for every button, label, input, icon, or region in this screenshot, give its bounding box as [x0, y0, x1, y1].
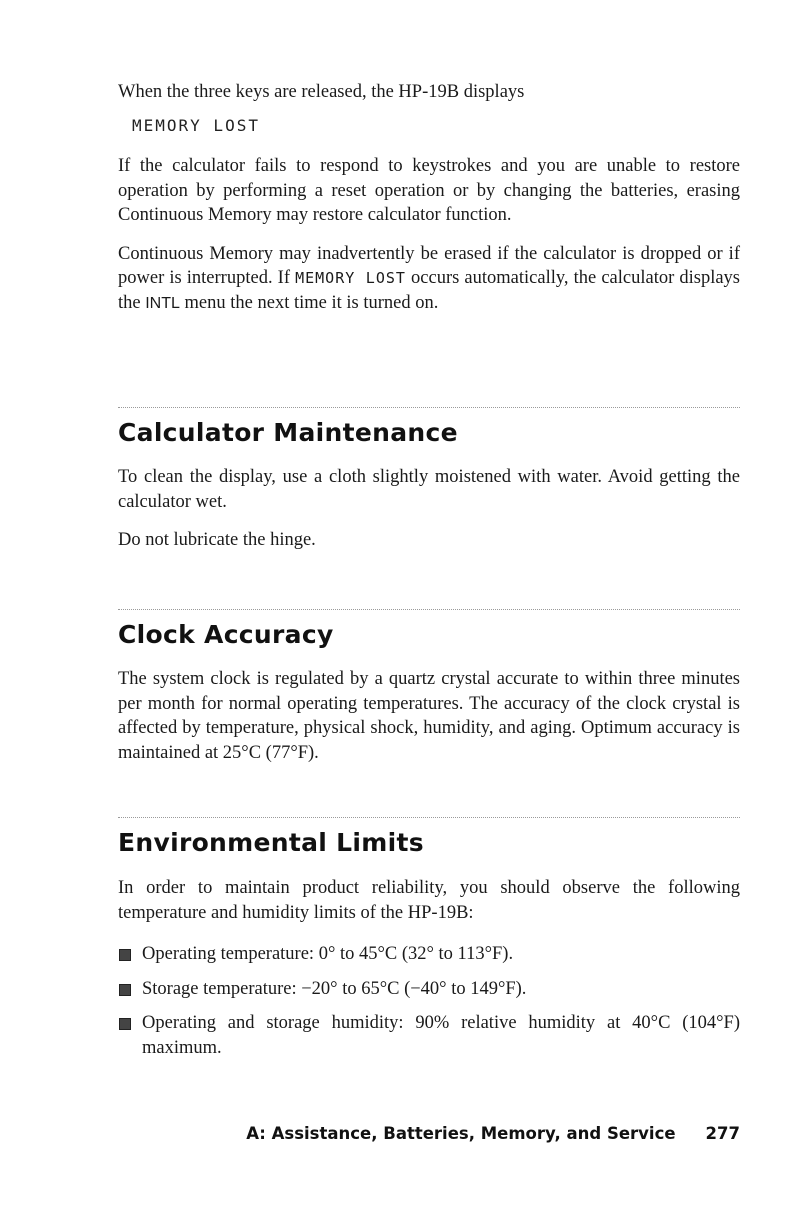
section-divider	[118, 609, 740, 610]
intro-line: When the three keys are released, the HP-19B displays	[118, 82, 525, 102]
clock-paragraph: The system clock is regulated by a quartz crystal accurate to within three minutes per month for normal operating temperatures. The accuracy of the clock crystal is affected by temperature, physical shock, humidity, and aging. Optimum accuracy is maintained at 25°C (77°F).	[118, 669, 740, 763]
para-text: menu the next time it is turned on.	[179, 292, 439, 313]
square-bullet-icon	[119, 949, 131, 961]
section-divider	[118, 817, 740, 818]
para-text: occurs automatically, the calculator displays the	[118, 268, 740, 313]
list-item-text: Operating temperature: 0° to 45°C (32° to 113°F).	[142, 944, 514, 964]
environment-heading: Environmental Limits	[118, 828, 424, 857]
limits-list	[118, 942, 740, 1060]
list-item	[118, 1011, 740, 1060]
environment-section	[118, 876, 740, 1070]
chapter-title: A: Assistance, Batteries, Memory, and Service	[246, 1124, 676, 1143]
para-text: Continuous Memory may inadvertently be erased if the calculator is dropped or if power is interrupted. If	[118, 243, 740, 288]
intro-section	[118, 80, 740, 316]
square-bullet-icon	[119, 984, 131, 996]
clock-section	[118, 667, 740, 765]
list-item	[118, 977, 740, 1002]
clock-heading: Clock Accuracy	[118, 620, 334, 649]
reset-paragraph: If the calculator fails to respond to keystrokes and you are unable to restore operation by performing a reset operation or by changing the batteries, erasing Continuous Memory may restore calculator function.	[118, 156, 740, 225]
maintenance-heading: Calculator Maintenance	[118, 418, 458, 447]
cleaning-paragraph: To clean the display, use a cloth slightly moistened with water. Avoid getting the calculator wet.	[118, 467, 740, 512]
page-number: 277	[705, 1124, 740, 1143]
list-item	[118, 942, 740, 967]
lcd-display	[118, 114, 740, 139]
square-bullet-icon	[119, 1018, 131, 1030]
maintenance-section	[118, 465, 740, 553]
hinge-paragraph: Do not lubricate the hinge.	[118, 530, 316, 550]
memory-erase-paragraph	[118, 242, 740, 317]
environment-paragraph: In order to maintain product reliability, you should observe the following temperature and humidity limits of the HP-19B:	[118, 878, 740, 923]
section-divider	[118, 407, 740, 408]
intl-menu-label: INTL	[145, 294, 180, 312]
list-item-text: Operating and storage humidity: 90% relative humidity at 40°C (104°F) maximum.	[142, 1013, 740, 1058]
list-item-text: Storage temperature: −20° to 65°C (−40° to 149°F).	[142, 978, 527, 999]
memory-lost-display: MEMORY LOST	[132, 115, 260, 135]
inline-memory-lost: MEMORY LOST	[295, 269, 406, 287]
page-footer	[118, 1124, 740, 1143]
